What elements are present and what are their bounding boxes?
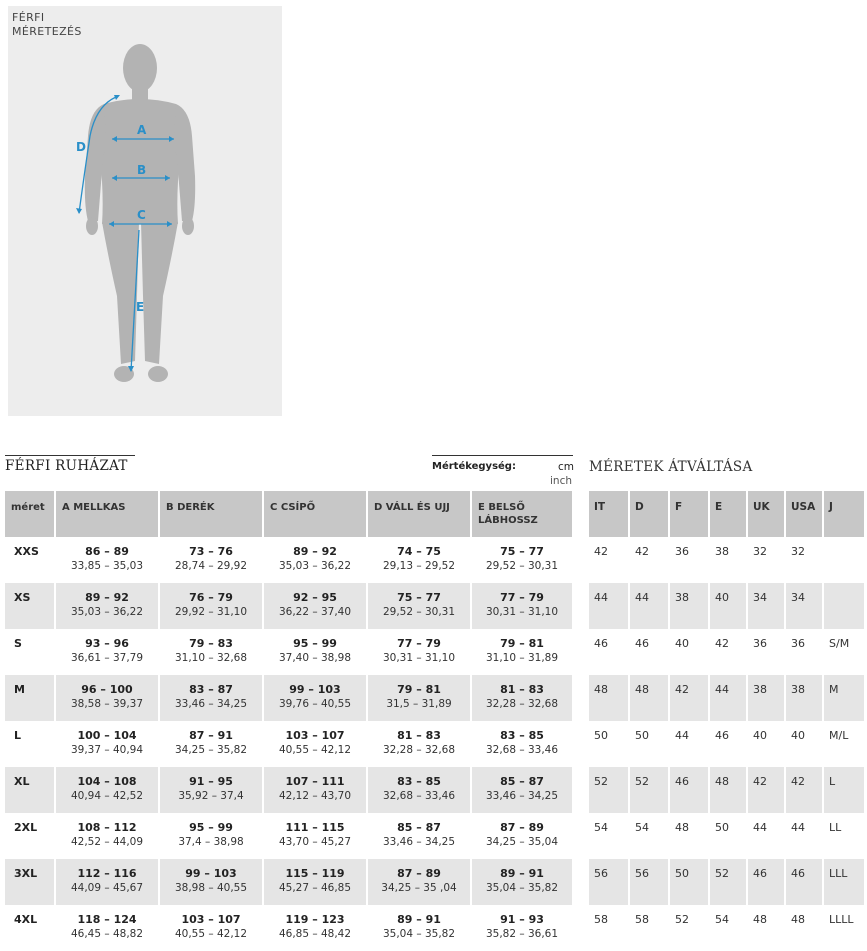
table-row xyxy=(5,905,573,951)
conversion-row xyxy=(589,813,865,859)
inch-value: 36,22 – 37,40 xyxy=(278,606,352,618)
conversion-cell: 58 xyxy=(589,905,629,951)
inch-value: 37,40 – 38,98 xyxy=(278,652,352,664)
conversion-cell: 54 xyxy=(589,813,629,859)
inch-value: 31,10 – 31,89 xyxy=(485,652,559,664)
measurement-cell xyxy=(55,721,159,767)
size-cell: 4XL xyxy=(5,905,55,951)
measurement-cell xyxy=(159,905,263,951)
cm-value: 95 – 99 xyxy=(293,637,337,650)
cm-value: 79 – 81 xyxy=(500,637,544,650)
cm-value: 89 – 91 xyxy=(500,867,544,880)
conversion-row xyxy=(589,905,865,951)
inch-value: 36,61 – 37,79 xyxy=(70,652,144,664)
cm-value: 104 – 108 xyxy=(77,775,137,788)
conversion-row xyxy=(589,537,865,583)
conversion-cell: 50 xyxy=(629,721,669,767)
conversion-cell: 46 xyxy=(589,629,629,675)
inch-value: 33,85 – 35,03 xyxy=(70,560,144,572)
measurement-cell xyxy=(471,813,573,859)
measurement-cell xyxy=(159,859,263,905)
measurement-cell xyxy=(159,675,263,721)
table-row xyxy=(5,859,573,905)
conversion-cell: 42 xyxy=(589,537,629,583)
inch-value: 29,13 – 29,52 xyxy=(382,560,456,572)
cm-value: 99 – 103 xyxy=(289,683,341,696)
conversion-row xyxy=(589,583,865,629)
size-cell: XS xyxy=(5,583,55,629)
conversion-cell: S/M xyxy=(823,629,865,675)
cm-value: 85 – 87 xyxy=(397,821,441,834)
measurement-cell xyxy=(263,767,367,813)
inch-value: 46,45 – 48,82 xyxy=(70,928,144,940)
cm-value: 118 – 124 xyxy=(77,913,137,926)
conversion-row xyxy=(589,859,865,905)
inch-value: 37,4 – 38,98 xyxy=(178,836,244,848)
unit-label: Mértékegység: xyxy=(432,461,516,472)
inch-value: 43,70 – 45,27 xyxy=(278,836,352,848)
measurement-cell xyxy=(263,721,367,767)
measurement-cell xyxy=(55,537,159,583)
measurement-cell xyxy=(471,905,573,951)
conv-header-usa: USA xyxy=(785,491,823,537)
measurement-cell xyxy=(263,629,367,675)
conversion-cell: 48 xyxy=(669,813,709,859)
inch-value: 38,98 – 40,55 xyxy=(174,882,248,894)
conv-header-d: D xyxy=(629,491,669,537)
conv-header-j: J xyxy=(823,491,865,537)
conversion-header-row xyxy=(589,491,865,537)
size-conversion-table xyxy=(589,491,866,951)
measurement-cell xyxy=(367,629,471,675)
body-measurement-figure xyxy=(8,6,282,416)
conversion-cell: 46 xyxy=(669,767,709,813)
figure-title-line1: FÉRFI xyxy=(12,11,45,24)
cm-value: 74 – 75 xyxy=(397,545,441,558)
inch-value: 34,25 – 35,82 xyxy=(174,744,248,756)
conversion-cell: 48 xyxy=(589,675,629,721)
measurement-cell xyxy=(471,629,573,675)
conv-header-e: E xyxy=(709,491,747,537)
conversion-cell: 38 xyxy=(709,537,747,583)
conversion-cell: 40 xyxy=(785,721,823,767)
cm-value: 77 – 79 xyxy=(500,591,544,604)
inch-value: 31,10 – 32,68 xyxy=(174,652,248,664)
inch-value: 42,12 – 43,70 xyxy=(278,790,352,802)
cm-value: 75 – 77 xyxy=(500,545,544,558)
inch-value: 32,28 – 32,68 xyxy=(485,698,559,710)
measurement-cell xyxy=(55,905,159,951)
table-row xyxy=(5,629,573,675)
table-row xyxy=(5,721,573,767)
conversion-cell: 38 xyxy=(785,675,823,721)
measurement-cell xyxy=(55,583,159,629)
inch-value: 32,68 – 33,46 xyxy=(485,744,559,756)
conversion-cell: 42 xyxy=(669,675,709,721)
label-c: C xyxy=(137,208,146,222)
conversion-cell: 46 xyxy=(747,859,785,905)
conversion-cell: 46 xyxy=(629,629,669,675)
inch-value: 39,76 – 40,55 xyxy=(278,698,352,710)
cm-value: 86 – 89 xyxy=(85,545,129,558)
measurement-cell xyxy=(263,675,367,721)
header-hip: C CSÍPŐ xyxy=(263,491,367,537)
measurement-cell xyxy=(159,813,263,859)
conversion-row xyxy=(589,721,865,767)
inch-value: 34,25 – 35,04 xyxy=(485,836,559,848)
size-cell: L xyxy=(5,721,55,767)
conversion-cell: 42 xyxy=(747,767,785,813)
label-d: D xyxy=(76,140,86,154)
inch-value: 33,46 – 34,25 xyxy=(382,836,456,848)
conversion-cell: 36 xyxy=(747,629,785,675)
measurement-cell xyxy=(367,721,471,767)
cm-value: 89 – 91 xyxy=(397,913,441,926)
size-cell: XXS xyxy=(5,537,55,583)
conversion-cell: 48 xyxy=(785,905,823,951)
header-size: méret xyxy=(5,491,55,537)
measurement-cell xyxy=(367,767,471,813)
conversion-cell: LLLL xyxy=(823,905,865,951)
inch-value: 30,31 – 31,10 xyxy=(485,606,559,618)
conv-header-uk: UK xyxy=(747,491,785,537)
conversion-cell: 32 xyxy=(747,537,785,583)
cm-value: 87 – 89 xyxy=(397,867,441,880)
inch-value: 30,31 – 31,10 xyxy=(382,652,456,664)
cm-value: 75 – 77 xyxy=(397,591,441,604)
inch-value: 31,5 – 31,89 xyxy=(386,698,452,710)
conversion-cell: L xyxy=(823,767,865,813)
conversion-cell: 42 xyxy=(629,537,669,583)
cm-value: 81 – 83 xyxy=(397,729,441,742)
inch-value: 29,52 – 30,31 xyxy=(485,560,559,572)
section-rule-left xyxy=(5,455,135,456)
conversion-cell: 38 xyxy=(669,583,709,629)
inch-value: 35,04 – 35,82 xyxy=(382,928,456,940)
conversion-cell: M xyxy=(823,675,865,721)
inch-value: 42,52 – 44,09 xyxy=(70,836,144,848)
clothing-size-table xyxy=(5,491,574,951)
conversion-cell: 40 xyxy=(669,629,709,675)
conversion-cell: 40 xyxy=(709,583,747,629)
conversion-row xyxy=(589,767,865,813)
conversion-row xyxy=(589,675,865,721)
size-cell: S xyxy=(5,629,55,675)
cm-value: 83 – 85 xyxy=(500,729,544,742)
cm-value: 87 – 89 xyxy=(500,821,544,834)
measurement-cell xyxy=(263,537,367,583)
conversion-cell xyxy=(823,583,865,629)
conversion-cell: 38 xyxy=(747,675,785,721)
table-header-row xyxy=(5,491,573,537)
conversion-cell: 58 xyxy=(629,905,669,951)
inch-value: 33,46 – 34,25 xyxy=(485,790,559,802)
cm-value: 96 – 100 xyxy=(81,683,133,696)
conversion-cell: 40 xyxy=(747,721,785,767)
inch-value: 35,03 – 36,22 xyxy=(70,606,144,618)
cm-value: 111 – 115 xyxy=(285,821,345,834)
conversion-cell: 32 xyxy=(785,537,823,583)
header-waist: B DERÉK xyxy=(159,491,263,537)
conversion-cell: M/L xyxy=(823,721,865,767)
cm-value: 119 – 123 xyxy=(285,913,345,926)
measurement-cell xyxy=(263,859,367,905)
measurement-cell xyxy=(159,583,263,629)
cm-value: 73 – 76 xyxy=(189,545,233,558)
conversion-cell: LLL xyxy=(823,859,865,905)
measurement-cell xyxy=(367,675,471,721)
inch-value: 46,85 – 48,42 xyxy=(278,928,352,940)
conversion-cell: 52 xyxy=(629,767,669,813)
inch-value: 45,27 – 46,85 xyxy=(278,882,352,894)
conversion-cell: 36 xyxy=(669,537,709,583)
cm-value: 87 – 91 xyxy=(189,729,233,742)
measurement-cell xyxy=(471,537,573,583)
figure-title-line2: MÉRETEZÉS xyxy=(12,25,82,38)
cm-value: 79 – 81 xyxy=(397,683,441,696)
cm-value: 85 – 87 xyxy=(500,775,544,788)
label-e: E xyxy=(136,300,145,314)
conversion-cell: 42 xyxy=(785,767,823,813)
cm-value: 93 – 96 xyxy=(85,637,129,650)
inch-value: 33,46 – 34,25 xyxy=(174,698,248,710)
inch-value: 29,92 – 31,10 xyxy=(174,606,248,618)
inch-value: 40,55 – 42,12 xyxy=(174,928,248,940)
inch-value: 40,55 – 42,12 xyxy=(278,744,352,756)
inch-value: 35,04 – 35,82 xyxy=(485,882,559,894)
measurement-cell xyxy=(367,905,471,951)
measurement-cell xyxy=(471,721,573,767)
inch-value: 29,52 – 30,31 xyxy=(382,606,456,618)
conversion-row xyxy=(589,629,865,675)
label-a: A xyxy=(137,123,147,137)
table-row xyxy=(5,675,573,721)
conversion-cell: 54 xyxy=(709,905,747,951)
cm-value: 83 – 85 xyxy=(397,775,441,788)
conversion-title: MÉRETEK ÁTVÁLTÁSA xyxy=(589,459,753,475)
measurement-cell xyxy=(159,537,263,583)
conversion-cell: LL xyxy=(823,813,865,859)
measurement-cell xyxy=(263,905,367,951)
inch-value: 28,74 – 29,92 xyxy=(174,560,248,572)
measurement-cell xyxy=(367,859,471,905)
conversion-cell: 36 xyxy=(785,629,823,675)
cm-value: 89 – 92 xyxy=(85,591,129,604)
inch-value: 35,82 – 36,61 xyxy=(485,928,559,940)
inch-value: 40,94 – 42,52 xyxy=(70,790,144,802)
conversion-cell: 44 xyxy=(785,813,823,859)
conversion-cell: 44 xyxy=(629,583,669,629)
conversion-cell: 44 xyxy=(669,721,709,767)
measurement-cell xyxy=(471,767,573,813)
section-rule-unit xyxy=(432,455,573,456)
cm-value: 107 – 111 xyxy=(285,775,345,788)
clothing-title: FÉRFI RUHÁZAT xyxy=(5,458,128,474)
header-chest: A MELLKAS xyxy=(55,491,159,537)
conversion-cell: 44 xyxy=(747,813,785,859)
size-cell: 3XL xyxy=(5,859,55,905)
size-cell: M xyxy=(5,675,55,721)
unit-inch: inch xyxy=(550,475,572,487)
measurement-cell xyxy=(55,629,159,675)
cm-value: 103 – 107 xyxy=(285,729,345,742)
conversion-cell: 34 xyxy=(747,583,785,629)
cm-value: 76 – 79 xyxy=(189,591,233,604)
conversion-cell: 42 xyxy=(709,629,747,675)
body-silhouette-diagram xyxy=(8,6,282,416)
cm-value: 103 – 107 xyxy=(181,913,241,926)
measurement-cell xyxy=(159,629,263,675)
measurement-cell xyxy=(159,721,263,767)
cm-value: 100 – 104 xyxy=(77,729,137,742)
conversion-cell: 52 xyxy=(589,767,629,813)
measurement-cell xyxy=(471,859,573,905)
conversion-cell: 50 xyxy=(589,721,629,767)
inch-value: 32,28 – 32,68 xyxy=(382,744,456,756)
conversion-cell: 48 xyxy=(709,767,747,813)
conversion-cell: 34 xyxy=(785,583,823,629)
cm-value: 108 – 112 xyxy=(77,821,137,834)
table-row xyxy=(5,537,573,583)
conversion-cell: 52 xyxy=(669,905,709,951)
header-inseam: E BELSŐ LÁBHOSSZ xyxy=(471,491,573,537)
measurement-cell xyxy=(55,859,159,905)
cm-value: 115 – 119 xyxy=(285,867,345,880)
measurement-cell xyxy=(471,675,573,721)
conversion-cell: 46 xyxy=(709,721,747,767)
measurement-cell xyxy=(159,767,263,813)
conversion-cell: 46 xyxy=(785,859,823,905)
conv-header-it: IT xyxy=(589,491,629,537)
table-row xyxy=(5,583,573,629)
measurement-cell xyxy=(367,537,471,583)
measurement-cell xyxy=(263,583,367,629)
cm-value: 81 – 83 xyxy=(500,683,544,696)
inch-value: 35,03 – 36,22 xyxy=(278,560,352,572)
conversion-cell: 44 xyxy=(709,675,747,721)
size-cell: 2XL xyxy=(5,813,55,859)
measurement-cell xyxy=(55,767,159,813)
inch-value: 34,25 – 35 ,04 xyxy=(381,882,457,894)
conversion-cell: 50 xyxy=(709,813,747,859)
cm-value: 77 – 79 xyxy=(397,637,441,650)
header-shoulder-sleeve: D VÁLL ÉS UJJ xyxy=(367,491,471,537)
label-b: B xyxy=(137,163,147,177)
cm-value: 95 – 99 xyxy=(189,821,233,834)
conv-header-f: F xyxy=(669,491,709,537)
inch-value: 39,37 – 40,94 xyxy=(70,744,144,756)
table-row xyxy=(5,813,573,859)
cm-value: 92 – 95 xyxy=(293,591,337,604)
cm-value: 91 – 93 xyxy=(500,913,544,926)
cm-value: 112 – 116 xyxy=(77,867,137,880)
measurement-cell xyxy=(55,675,159,721)
inch-value: 35,92 – 37,4 xyxy=(178,790,244,802)
conversion-cell: 48 xyxy=(629,675,669,721)
conversion-cell: 56 xyxy=(589,859,629,905)
measurement-cell xyxy=(55,813,159,859)
measurement-cell xyxy=(263,813,367,859)
unit-cm: cm xyxy=(558,461,575,473)
conversion-cell: 52 xyxy=(709,859,747,905)
conversion-cell: 48 xyxy=(747,905,785,951)
cm-value: 83 – 87 xyxy=(189,683,233,696)
cm-value: 91 – 95 xyxy=(189,775,233,788)
conversion-cell xyxy=(823,537,865,583)
measurement-cell xyxy=(367,583,471,629)
conversion-cell: 50 xyxy=(669,859,709,905)
conversion-cell: 54 xyxy=(629,813,669,859)
cm-value: 89 – 92 xyxy=(293,545,337,558)
size-cell: XL xyxy=(5,767,55,813)
measurement-cell xyxy=(367,813,471,859)
conversion-cell: 44 xyxy=(589,583,629,629)
cm-value: 79 – 83 xyxy=(189,637,233,650)
table-row xyxy=(5,767,573,813)
measurement-cell xyxy=(471,583,573,629)
inch-value: 32,68 – 33,46 xyxy=(382,790,456,802)
cm-value: 99 – 103 xyxy=(185,867,237,880)
inch-value: 38,58 – 39,37 xyxy=(70,698,144,710)
inch-value: 44,09 – 45,67 xyxy=(70,882,144,894)
conversion-cell: 56 xyxy=(629,859,669,905)
